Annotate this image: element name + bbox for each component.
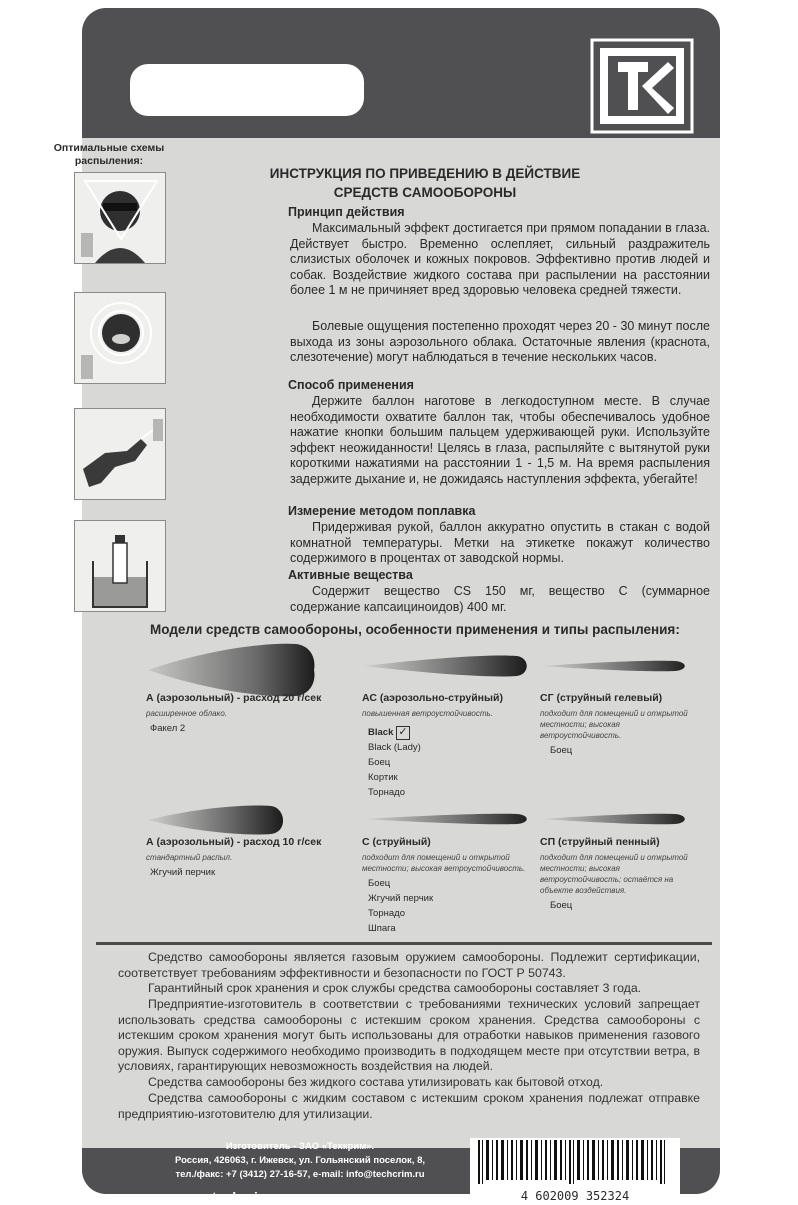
list-item: Торнадо [368, 908, 405, 919]
spray-shape-aerosol-20-icon [146, 640, 316, 700]
checkmark-icon: ✓ [396, 726, 410, 740]
model-name: АС (аэрозольно-струйный) [362, 692, 503, 704]
instruction-title: ИНСТРУКЦИЯ ПО ПРИВЕДЕНИЮ В ДЕЙСТВИЕ СРЕДСТВ САМООБОРОНЫ [269, 166, 581, 200]
list-item: Жгучий перчик [368, 893, 434, 904]
model-desc: подходит для помещений и открытой местности; высокая ветроустойчивость; остаётся на объекте воздействия. [540, 853, 688, 895]
model-desc: расширенное облако. [146, 709, 227, 718]
model-name: СП (струйный пенный) [540, 836, 660, 848]
usage-heading: Способ применения [288, 378, 414, 392]
model-list [540, 898, 700, 913]
model-list [362, 876, 532, 936]
model-sg [540, 692, 700, 758]
model-a-10 [146, 836, 356, 880]
model-list [362, 725, 532, 800]
model-name: А (аэрозольный) - расход 10 г/сек [146, 836, 322, 848]
active-heading: Активные вещества [288, 568, 413, 582]
model-name: А (аэрозольный) - расход 20 г/сек [146, 692, 322, 704]
model-ac [362, 692, 532, 800]
list-item: Боец [550, 900, 573, 911]
barcode-number: 4 602009 352324 [520, 1189, 630, 1203]
model-desc: подходит для помещений и открытой местности; высокая ветроустойчивость. [362, 853, 526, 873]
model-sp [540, 836, 700, 913]
list-item: Торнадо [368, 787, 405, 798]
schemes-title: Оптимальные схемы распыления: [53, 142, 165, 167]
usage-text: Держите баллон наготове в легкодоступном месте. В случае необходимости охватите баллон так, чтобы обеспечивалось удобное нажатие кнопки большим пальцем удерживающей руки. Используйте эффект неожиданности! Целясь в глаза, распыляйте с вытянутой руки короткими нажатиями на расстоянии 1 - 1,5 м. На время распыления задержите дыхание и, не дожидаясь наступления эффекта, убегайте! [290, 394, 710, 486]
legal-text-1: Средство самообороны является газовым оружием самообороны. Подлежит сертификации, соответствует требованиям эффективности и безопасности по ГОСТ Р 50743. [118, 950, 700, 980]
model-desc: подходит для помещений и открытой местности; высокая ветроустойчивость. [540, 709, 688, 740]
spray-shape-aerosol-jet-icon [362, 652, 532, 682]
manufacturer-info [150, 1140, 450, 1182]
list-item: Black (Lady) [368, 742, 421, 753]
section-divider [96, 942, 712, 945]
list-item-checked [368, 725, 532, 740]
list-item: Боец [550, 745, 573, 756]
list-item: Боец [368, 878, 391, 889]
list-item: Шпага [368, 923, 396, 934]
list-item: Жгучий перчик [150, 867, 216, 878]
checked-model-label: Black [368, 727, 394, 738]
legal-text-2: Гарантийный срок хранения и срок службы средства самообороны составляет 3 года. [148, 981, 642, 995]
barcode [470, 1138, 680, 1203]
model-list [540, 743, 700, 758]
manufacturer-address: Россия, 426063, г. Ижевск, ул. Гольянский поселок, 8, [174, 1155, 426, 1166]
legal-text-4: Средства самообороны без жидкого состава утилизировать как бытовой отход. [148, 1075, 604, 1089]
measure-heading: Измерение методом поплавка [288, 504, 476, 518]
active-text: Содержит вещество CS 150 мг, вещество С (суммарное содержание капсаициноидов) 400 мг. [290, 584, 710, 614]
principle-heading: Принцип действия [288, 205, 405, 219]
spray-shape-foam-jet-icon [540, 808, 690, 830]
spray-shape-gel-jet-icon [540, 656, 690, 676]
legal-text-3: Предприятие-изготовитель в соответствии с требованиями технических условий запрещает использовать средства самообороны с истекшим сроком хранения. Средства самообороны с истекшим сроком хранения могут быть использованы для отработки навыков применения газового оружия. Выпуск содержимого необходимо производить в подходящем месте при отсутствии ветра, в условиях, гарантирующих невозможность воздействия на людей. [118, 997, 700, 1074]
model-list [146, 721, 356, 736]
measure-text: Придерживая рукой, баллон аккуратно опустить в стакан с водой комнатной температуры. Метки на этикетке покажут количество содержимого в процентах от заводской нормы. [290, 520, 710, 566]
scheme-float-measure-illustration [74, 520, 166, 612]
principle-text-1: Максимальный эффект достигается при прямом попадании в глаза. Действует быстро. Временно ослепляет, сильный раздражитель слизистых оболочек и кожных покровов. Эффективно против людей и собак. Воздействие жидкого состава при распылении на расстоянии более 1 м не причиняет вред здоровью человека средней тяжести. [290, 221, 710, 298]
models-heading: Модели средств самообороны, особенности применения и типы распыления: [150, 622, 680, 637]
hang-slot [130, 64, 364, 116]
model-list [146, 865, 356, 880]
manufacturer-name: Изготовитель - ЗАО «Техкрим». [225, 1141, 375, 1152]
scheme-dog-illustration [74, 408, 166, 500]
model-a-20 [146, 692, 356, 736]
list-item: Факел 2 [150, 723, 186, 734]
list-item: Кортик [368, 772, 398, 783]
model-desc: повышенная ветроустойчивость. [362, 709, 493, 718]
website-link[interactable]: www.techcrim.ru [176, 1189, 289, 1205]
model-desc: стандартный распыл. [146, 853, 233, 862]
list-item: Боец [368, 757, 391, 768]
scheme-face-circle-illustration [74, 292, 166, 384]
spray-shape-jet-icon [362, 808, 532, 830]
legal-text-5: Средства самообороны с жидким составом с истекшим сроком хранения подлежат отправке предприятию-изготовителю для утилизации. [118, 1091, 700, 1121]
model-name: СГ (струйный гелевый) [540, 692, 663, 704]
tk-logo-icon [590, 38, 694, 134]
spray-shape-aerosol-10-icon [146, 800, 296, 840]
scheme-face-triangle-illustration [74, 172, 166, 264]
model-name: С (струйный) [362, 836, 431, 848]
model-c [362, 836, 532, 936]
barcode-bars-icon [470, 1138, 680, 1184]
principle-text-2: Болевые ощущения постепенно проходят через 20 - 30 минут после выхода из зоны аэрозольного облака. Остаточные явления (краснота, слезотечение) могут наблюдаться в течение нескольких часов. [290, 319, 710, 365]
manufacturer-contacts: тел./факс: +7 (3412) 27-16-57, e-mail: info@techcrim.ru [175, 1169, 425, 1180]
